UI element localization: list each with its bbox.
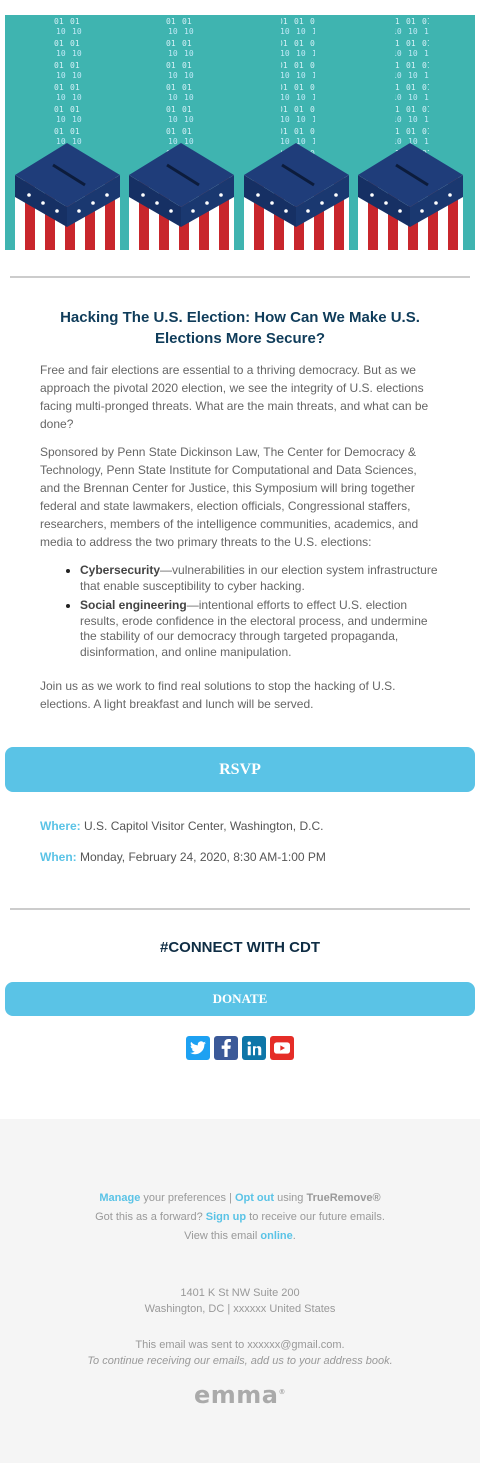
online-link[interactable]: online: [260, 1230, 293, 1242]
opt-out-link[interactable]: Opt out: [234, 1192, 275, 1204]
social-links: [186, 1036, 294, 1060]
connect-heading: #CONNECT WITH CDT: [160, 939, 320, 956]
bullet-term: Cybersecurity: [80, 563, 161, 577]
hero-image: [5, 15, 475, 250]
divider: [10, 908, 470, 910]
where-label: Where:: [40, 819, 81, 833]
footer-text: to receive our future emails.: [246, 1211, 385, 1223]
emma-logo[interactable]: [0, 1381, 480, 1409]
list-item: [80, 563, 440, 594]
footer-text: View this email: [184, 1230, 261, 1242]
view-online-line: [0, 1230, 480, 1242]
threat-list: [40, 563, 440, 664]
when-label: When:: [40, 850, 77, 864]
linkedin-icon[interactable]: [242, 1036, 266, 1060]
when-value: Monday, February 24, 2020, 8:30 AM-1:00 PM: [80, 850, 326, 864]
brand-text: emma: [194, 1381, 279, 1409]
divider: [10, 276, 470, 278]
address-line-2: Washington, DC | xxxxxx United States: [144, 1303, 336, 1315]
bullet-term: Social engineering: [80, 598, 187, 612]
address-book-line: To continue receiving our emails, add us to your address book.: [87, 1355, 393, 1367]
closing-paragraph: Join us as we work to find real solutions to stop the hacking of U.S. elections. A light breakfast and lunch will be served.: [40, 679, 396, 711]
intro-paragraph: Free and fair elections are essential to a thriving democracy. But as we approach the pivotal 2020 election, we see the integrity of U.S. elections facing multi-pronged threats. What are the main threats, and what can be done?: [40, 363, 429, 431]
event-when: [40, 850, 326, 864]
footer-text: .: [292, 1230, 296, 1242]
ballot-boxes-illustration: [5, 15, 475, 250]
trueremove-label: TrueRemove®: [306, 1192, 381, 1204]
event-where: [40, 819, 323, 833]
footer-text: your preferences |: [140, 1192, 235, 1204]
address-line-1: 1401 K St NW Suite 200: [180, 1287, 300, 1299]
footer-text: Got this as a forward?: [95, 1211, 206, 1223]
sent-to-line: This email was sent to xxxxxx@gmail.com.: [135, 1339, 345, 1351]
youtube-icon[interactable]: [270, 1036, 294, 1060]
bullet-text: —vulnerabilities in our election system infrastructure that enable susceptibility to cyber hacking.: [80, 563, 438, 593]
donate-button[interactable]: DONATE: [5, 982, 475, 1016]
forward-line: [0, 1211, 480, 1223]
facebook-icon[interactable]: [214, 1036, 238, 1060]
article-title: Hacking The U.S. Election: How Can We Make U.S. Elections More Secure?: [60, 309, 420, 347]
where-value: U.S. Capitol Visitor Center, Washington, D.C.: [84, 819, 324, 833]
brand-mark: ®: [278, 1388, 286, 1396]
sponsors-paragraph: Sponsored by Penn State Dickinson Law, The Center for Democracy & Technology, Penn State Institute for Computational and Data Sciences, and the Brennan Center for Justice, this Symposium will bring together federal and state lawmakers, election officials, Congressional staffers, researchers, members of the intelligence communities, academics, and media to address the two primary threats to the U.S. elections:: [40, 445, 419, 549]
sign-up-link[interactable]: Sign up: [205, 1211, 247, 1223]
rsvp-button[interactable]: RSVP: [5, 747, 475, 792]
list-item: [80, 598, 440, 660]
bullet-text: —intentional efforts to effect U.S. election results, erode confidence in the electoral process, and undermine the stability of our democracy through targeted propaganda, disinformation, and online manipulation.: [80, 598, 428, 659]
twitter-icon[interactable]: [186, 1036, 210, 1060]
preferences-line: [0, 1192, 480, 1204]
manage-link[interactable]: Manage: [99, 1192, 141, 1204]
footer-text: using: [274, 1192, 307, 1204]
